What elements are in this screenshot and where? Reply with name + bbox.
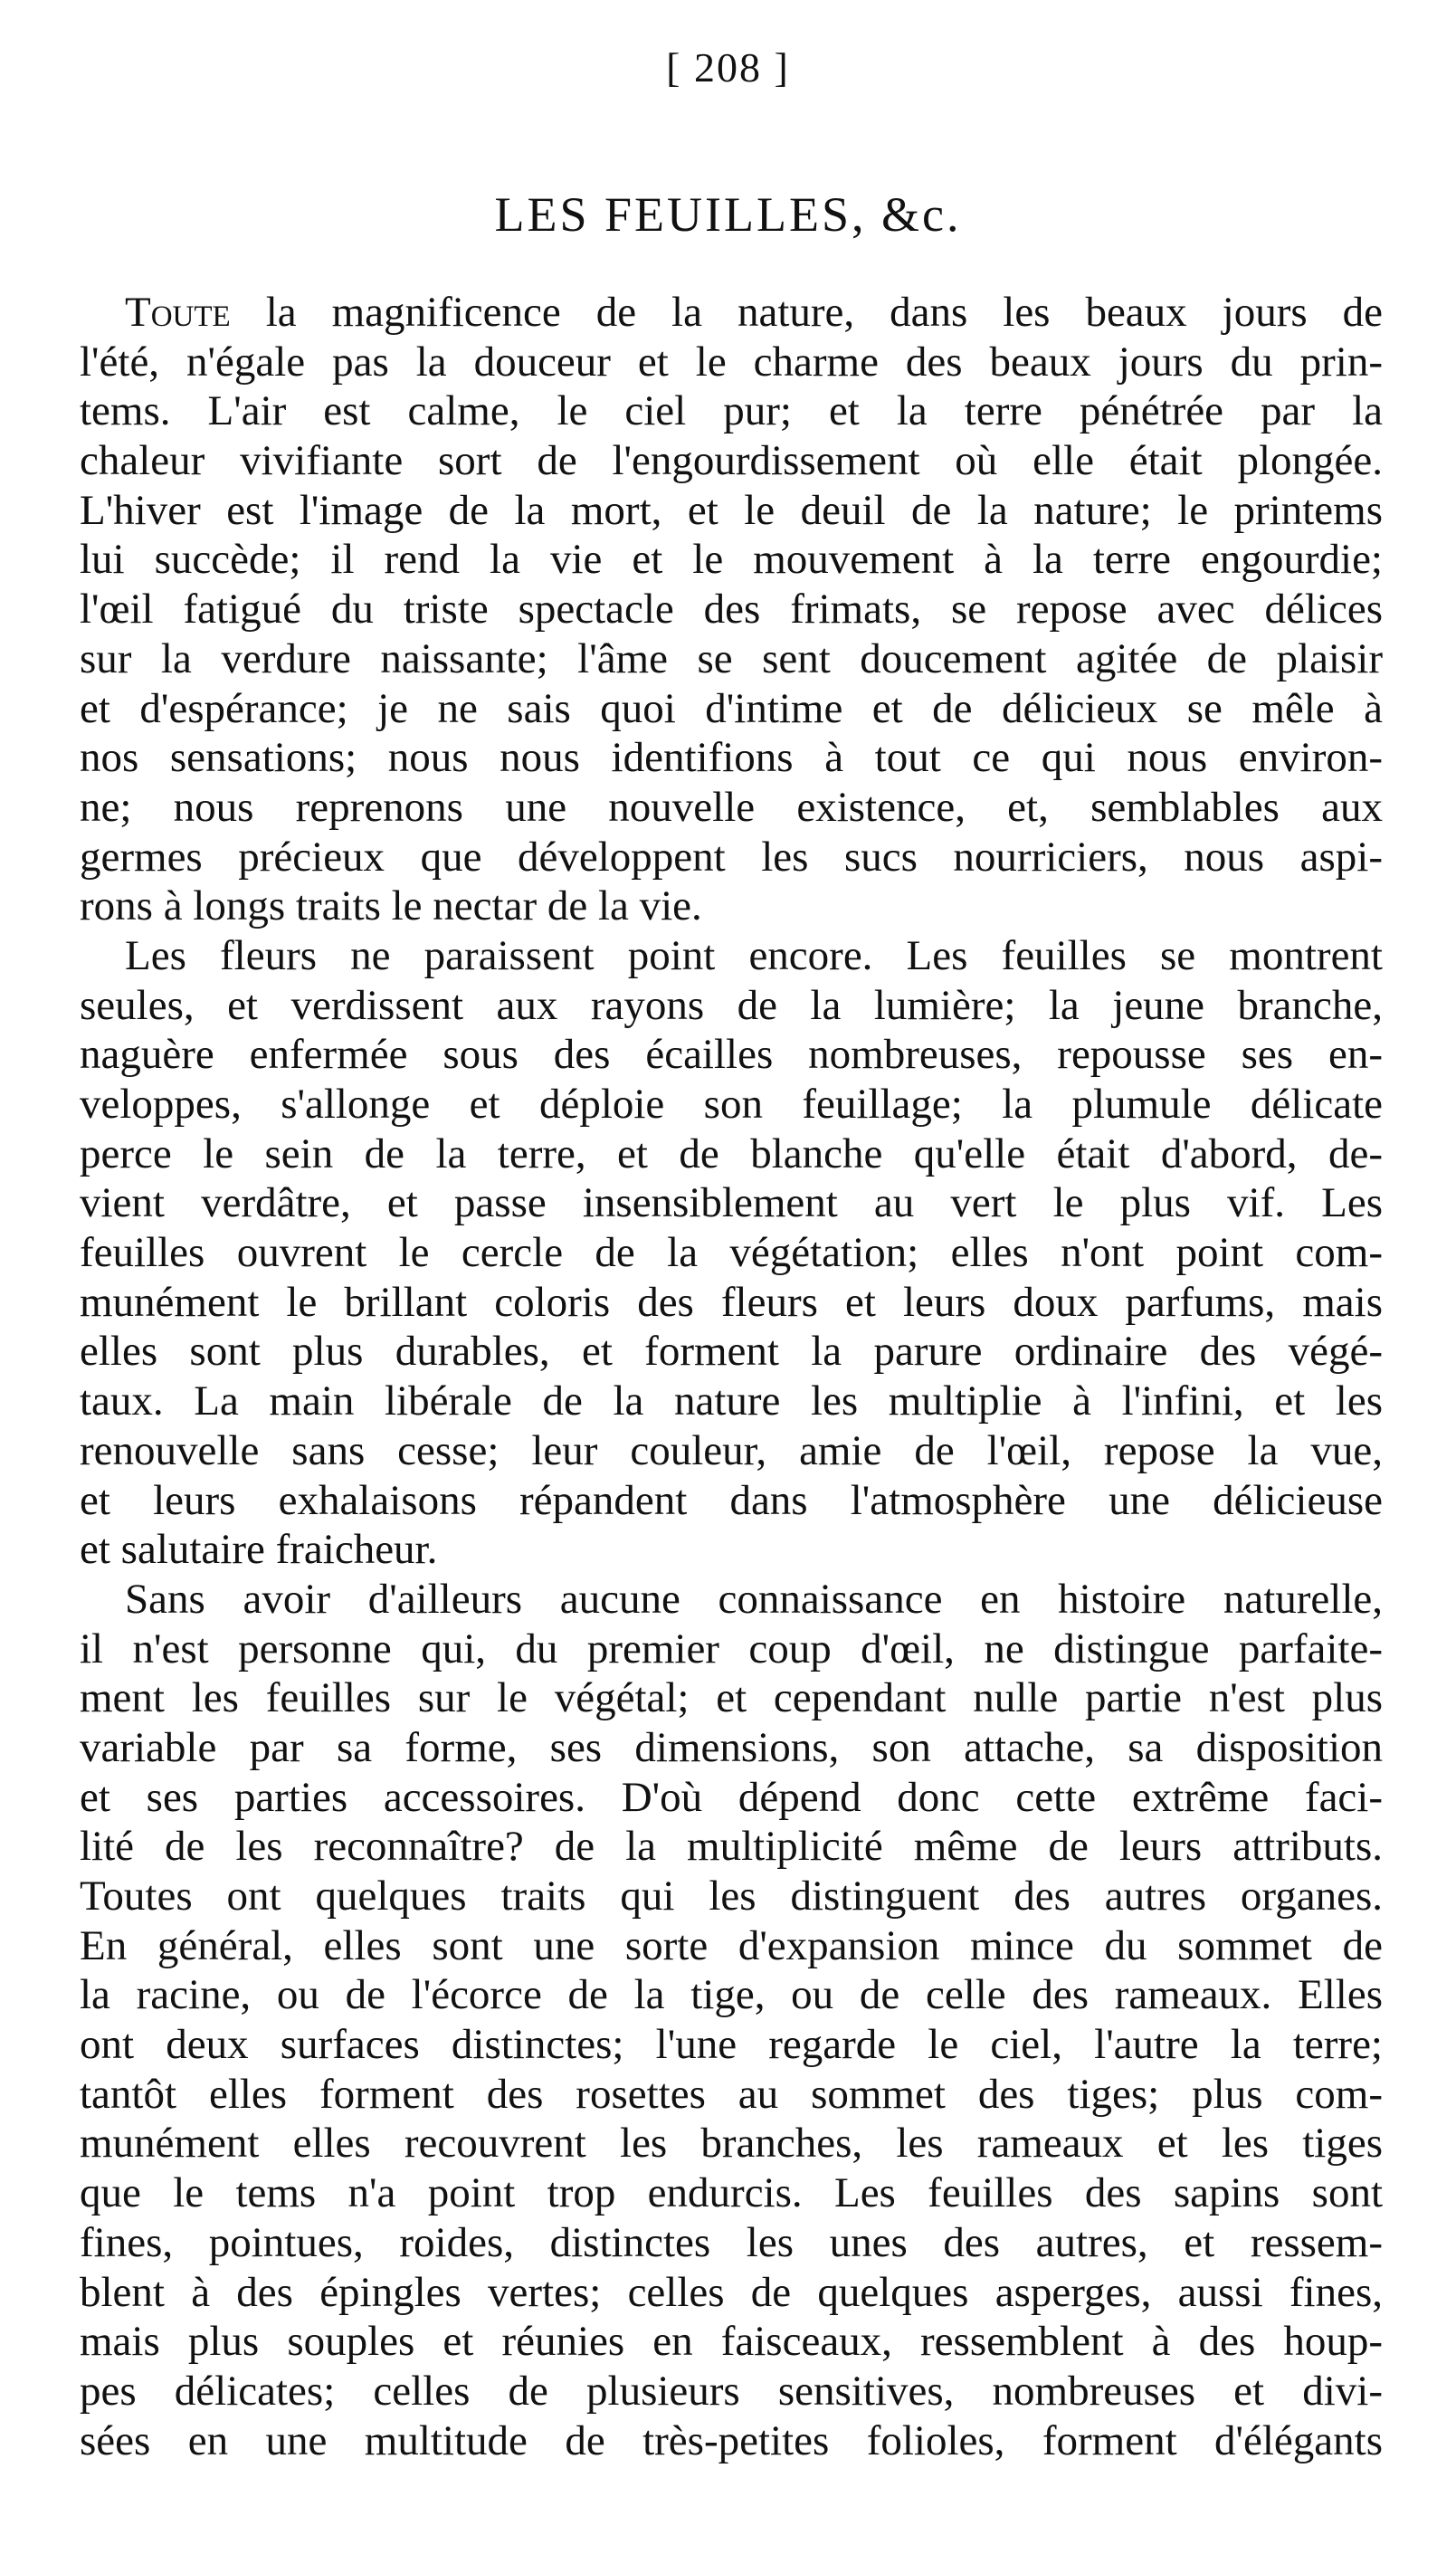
text-line: Sans avoir d'ailleurs aucune connaissance en histoire naturelle, (125, 1575, 1383, 1623)
opening-word: Toute (125, 289, 231, 336)
text-line: l'œil fatigué du triste spectacle des frimats, se repose avec délices (80, 586, 1383, 634)
text-line: l'été, n'égale pas la douceur et le charme des beaux jours du prin- (80, 338, 1383, 386)
text-line: lui succède; il rend la vie et le mouvement à la terre engourdie; (80, 536, 1383, 584)
paragraph (80, 931, 1383, 1575)
text-line: veloppes, s'allonge et déploie son feuillage; la plumule délicate (80, 1081, 1383, 1128)
text-line: sées en une multitude de très-petites folioles, forment d'élégants (80, 2416, 1383, 2464)
text-line: germes précieux que développent les sucs nourriciers, nous aspi- (80, 833, 1383, 881)
text-line: variable par sa forme, ses dimensions, son attache, sa disposition (80, 1723, 1383, 1771)
text-line: nos sensations; nous nous identifions à tout ce qui nous environ- (80, 734, 1383, 782)
text-line: blent à des épingles vertes; celles de quelques asperges, aussi fines, (80, 2268, 1383, 2316)
text-line: pes délicates; celles de plusieurs sensitives, nombreuses et divi- (80, 2367, 1383, 2415)
text-line: rons à longs traits le nectar de la vie. (80, 882, 702, 930)
text-line: L'hiver est l'image de la mort, et le deuil de la nature; le printems (80, 486, 1383, 534)
text-line: munément le brillant coloris des fleurs et leurs doux parfums, mais (80, 1278, 1383, 1326)
text-line: naguère enfermée sous des écailles nombreuses, repousse ses en- (80, 1031, 1383, 1079)
text-line: il n'est personne qui, du premier coup d'œil, ne distingue parfaite- (80, 1625, 1383, 1672)
text-line: et salutaire fraicheur. (80, 1526, 438, 1574)
text-line: munément elles recouvrent les branches, les rameaux et les tiges (80, 2120, 1383, 2168)
text-line: ne; nous reprenons une nouvelle existence, et, semblables aux (80, 783, 1383, 831)
text-line: perce le sein de la terre, et de blanche qu'elle était d'abord, de- (80, 1129, 1383, 1177)
text-line: fines, pointues, roides, distinctes les unes des autres, et ressem- (80, 2218, 1383, 2266)
text-line: Toute la magnificence de la nature, dans les beaux jours de (125, 289, 1383, 336)
text-line: En général, elles sont une sorte d'expansion mince du sommet de (80, 1921, 1383, 1969)
text-line: seules, et verdissent aux rayons de la lumière; la jeune branche, (80, 981, 1383, 1029)
chapter-title: LES FEUILLES, &c. (494, 187, 962, 242)
text-line: lité de les reconnaître? de la multiplicité même de leurs attributs. (80, 1823, 1383, 1871)
text-line: feuilles ouvrent le cercle de la végétation; elles n'ont point com- (80, 1229, 1383, 1277)
body-text (80, 288, 1383, 2465)
text-line: vient verdâtre, et passe insensiblement au vert le plus vif. Les (80, 1179, 1383, 1227)
text-line: elles sont plus durables, et forment la parure ordinaire des végé- (80, 1328, 1383, 1376)
paragraph (80, 288, 1383, 931)
page-number: [ 208 ] (666, 44, 790, 91)
text-line: que le tems n'a point trop endurcis. Les feuilles des sapins sont (80, 2169, 1383, 2217)
text-line: Toutes ont quelques traits qui les distinguent des autres organes. (80, 1873, 1383, 1920)
text-line: taux. La main libérale de la nature les multiplie à l'infini, et les (80, 1377, 1383, 1425)
text-line: la racine, ou de l'écorce de la tige, ou de celle des rameaux. Elles (80, 1971, 1383, 2019)
text-line: mais plus souples et réunies en faisceaux, ressemblent à des houp- (80, 2318, 1383, 2366)
text-line: tantôt elles forment des rosettes au sommet des tiges; plus com- (80, 2070, 1383, 2118)
text-line: ont deux surfaces distinctes; l'une regarde le ciel, l'autre la terre; (80, 2021, 1383, 2069)
text-line: et leurs exhalaisons répandent dans l'atmosphère une délicieuse (80, 1476, 1383, 1524)
text-line: et d'espérance; je ne sais quoi d'intime et de délicieux se mêle à (80, 684, 1383, 732)
text-line: chaleur vivifiante sort de l'engourdissement où elle était plongée. (80, 437, 1383, 485)
text-line: et ses parties accessoires. D'où dépend donc cette extrême faci- (80, 1773, 1383, 1821)
text-line: Les fleurs ne paraissent point encore. Les feuilles se montrent (125, 931, 1383, 979)
text-line: tems. L'air est calme, le ciel pur; et la terre pénétrée par la (80, 387, 1383, 435)
text-line: renouvelle sans cesse; leur couleur, amie de l'œil, repose la vue, (80, 1426, 1383, 1474)
text-line: ment les feuilles sur le végétal; et cependant nulle partie n'est plus (80, 1674, 1383, 1722)
text-line: sur la verdure naissante; l'âme se sent doucement agitée de plaisir (80, 634, 1383, 682)
paragraph (80, 1575, 1383, 2465)
